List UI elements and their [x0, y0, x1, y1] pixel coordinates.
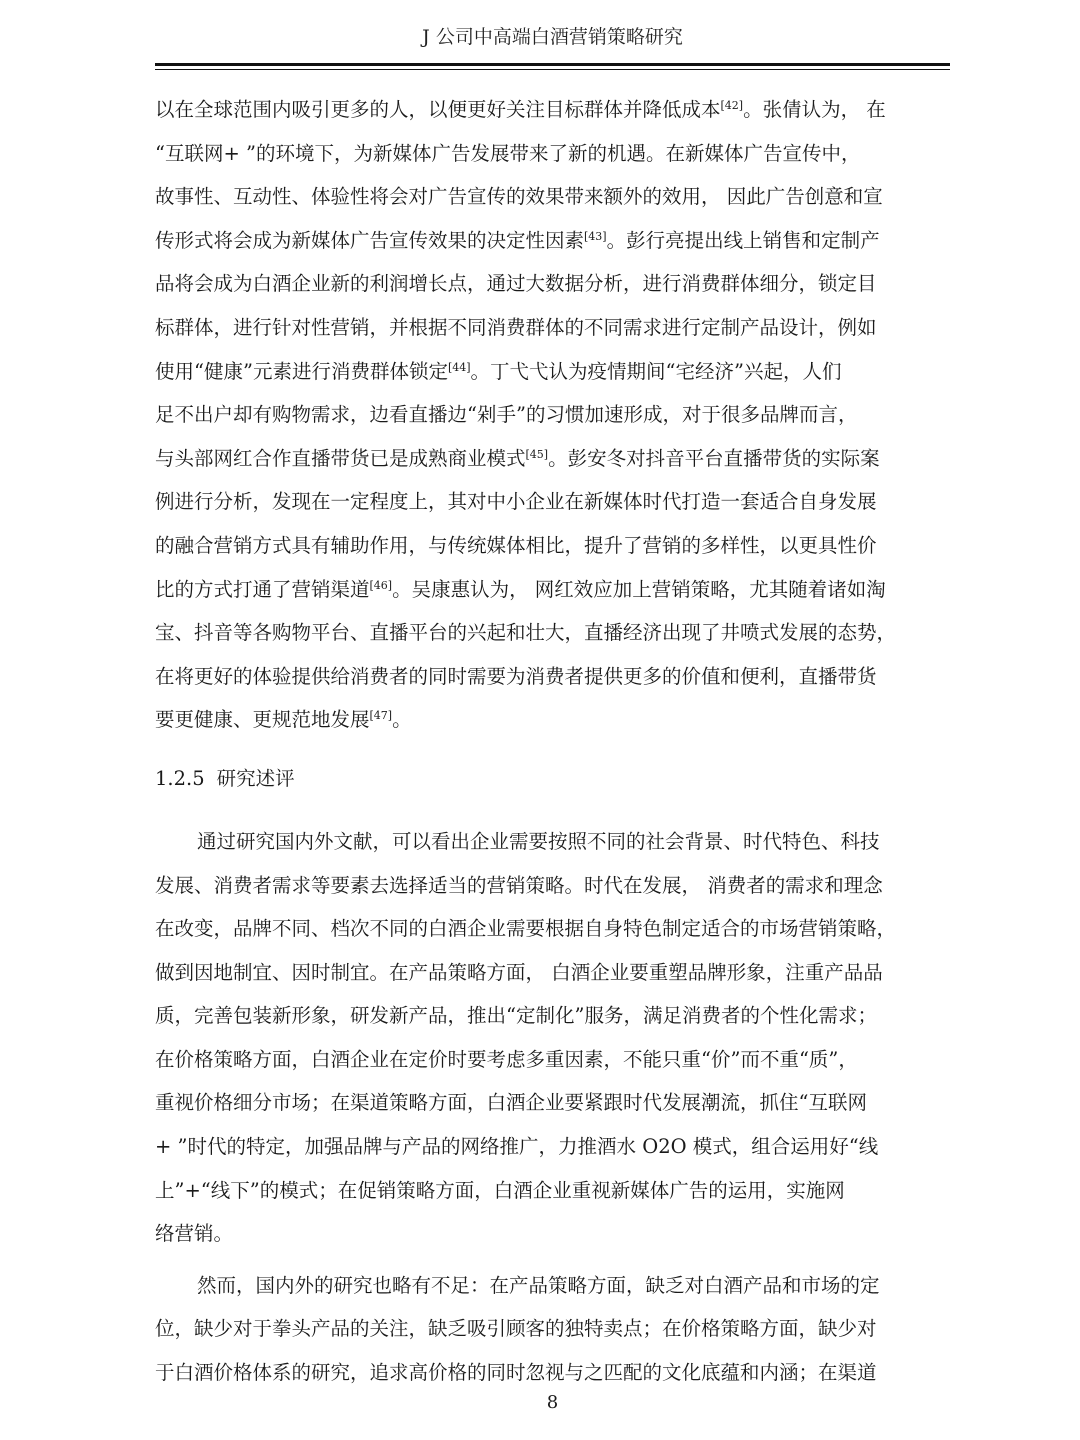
- text-line: 使用“健康”元素进行消费群体锁定[44]。丁弋弋认为疫情期间“宅经济”兴起，人们: [155, 359, 842, 383]
- header-rule-thin: [155, 69, 950, 70]
- text-line: 质，完善包装新形象，研发新产品，推出“定制化”服务，满足消费者的个性化需求；: [155, 1004, 877, 1028]
- text-line: “互联网+ ”的环境下，为新媒体广告发展带来了新的机遇。在新媒体广告宣传中，: [155, 141, 861, 165]
- text-line: 例进行分析，发现在一定程度上，其对中小企业在新媒体时代打造一套适合自身发展: [155, 490, 877, 514]
- text-line: 在价格策略方面，白酒企业在定价时要考虑多重因素，不能只重“价”而不重“质”，: [155, 1047, 858, 1071]
- text-line: 上”+“线下”的模式；在促销策略方面，白酒企业重视新媒体广告的运用，实施网: [155, 1178, 845, 1202]
- citation-ref: [42]: [720, 99, 744, 112]
- header-rule-thick: [155, 63, 950, 66]
- text-line: 然而，国内外的研究也略有不足：在产品策略方面，缺乏对白酒产品和市场的定: [197, 1273, 880, 1297]
- text-line: 于白酒价格体系的研究，追求高价格的同时忽视与之匹配的文化底蕴和内涵；在渠道: [155, 1361, 877, 1385]
- text-line: 通过研究国内外文献，可以看出企业需要按照不同的社会背景、时代特色、科技: [197, 829, 880, 853]
- text-line: 的融合营销方式具有辅助作用，与传统媒体相比，提升了营销的多样性，以更具性价: [155, 533, 877, 557]
- paragraph-shortcomings: [155, 1264, 960, 1395]
- page-body: [155, 88, 960, 1395]
- section-heading: [155, 754, 960, 804]
- text-line: 位，缺少对于拳头产品的关注，缺乏吸引顾客的独特卖点；在价格策略方面，缺少对: [155, 1317, 877, 1341]
- text-line: 品将会成为白酒企业新的利润增长点，通过大数据分析，进行消费群体细分，锁定目: [155, 272, 877, 296]
- citation-ref: [44]: [447, 360, 471, 374]
- page-number: 8: [546, 1392, 559, 1413]
- paragraph-literature: [155, 88, 960, 742]
- text-line: 传形式将会成为新媒体广告宣传效果的决定性因素[43]。彭行亮提出线上销售和定制产: [155, 228, 880, 252]
- text-line: + ”时代的特定，加强品牌与产品的网络推广，力推酒水 O2O 模式，组合运用好“线: [155, 1135, 879, 1159]
- section-title: 研究述评: [216, 766, 295, 790]
- text-line: 要更健康、更规范地发展[47]。: [155, 708, 412, 732]
- text-line: 以在全球范围内吸引更多的人，以便更好关注目标群体并降低成本[42]。张倩认为， 在: [155, 98, 886, 121]
- text-line: 发展、消费者需求等要素去选择适当的营销策略。时代在发展， 消费者的需求和理念: [155, 873, 883, 897]
- text-line: 络营销。: [155, 1222, 234, 1246]
- text-line: 重视价格细分市场；在渠道策略方面，白酒企业要紧跟时代发展潮流，抓住“互联网: [155, 1091, 867, 1115]
- text-line: 在将更好的体验提供给消费者的同时需要为消费者提供更多的价值和便利，直播带货: [155, 664, 877, 688]
- text-line: 足不出户却有购物需求，边看直播边“剁手”的习惯加速形成，对于很多品牌而言，: [155, 403, 858, 427]
- text-line: 与头部网红合作直播带货已是成熟商业模式[45]。彭安冬对抖音平台直播带货的实际案: [155, 446, 880, 470]
- citation-ref: [45]: [525, 447, 549, 461]
- text-line: 标群体，进行针对性营销，并根据不同消费群体的不同需求进行定制产品设计，例如: [155, 315, 877, 339]
- citation-ref: [43]: [584, 229, 607, 243]
- citation-ref: [47]: [369, 709, 393, 723]
- text-line: 比的方式打通了营销渠道[46]。吴康惠认为， 网红效应加上营销策略，尤其随着诸如淘: [155, 577, 886, 601]
- section-number: 1.2.5: [155, 766, 205, 790]
- text-line: 故事性、互动性、体验性将会对广告宣传的效果带来额外的效用， 因此广告创意和宣: [155, 185, 883, 209]
- text-line: 在改变，品牌不同、档次不同的白酒企业需要根据自身特色制定适合的市场营销策略，: [155, 917, 897, 941]
- text-line: 做到因地制宜、因时制宜。在产品策略方面， 白酒企业要重塑品牌形象，注重产品品: [155, 960, 883, 984]
- paragraph-review: [155, 820, 960, 1256]
- citation-ref: [46]: [369, 578, 393, 592]
- text-line: 宝、抖音等各购物平台、直播平台的兴起和壮大，直播经济出现了井喷式发展的态势，: [155, 621, 897, 645]
- running-header: J 公司中高端白酒营销策略研究: [422, 26, 683, 48]
